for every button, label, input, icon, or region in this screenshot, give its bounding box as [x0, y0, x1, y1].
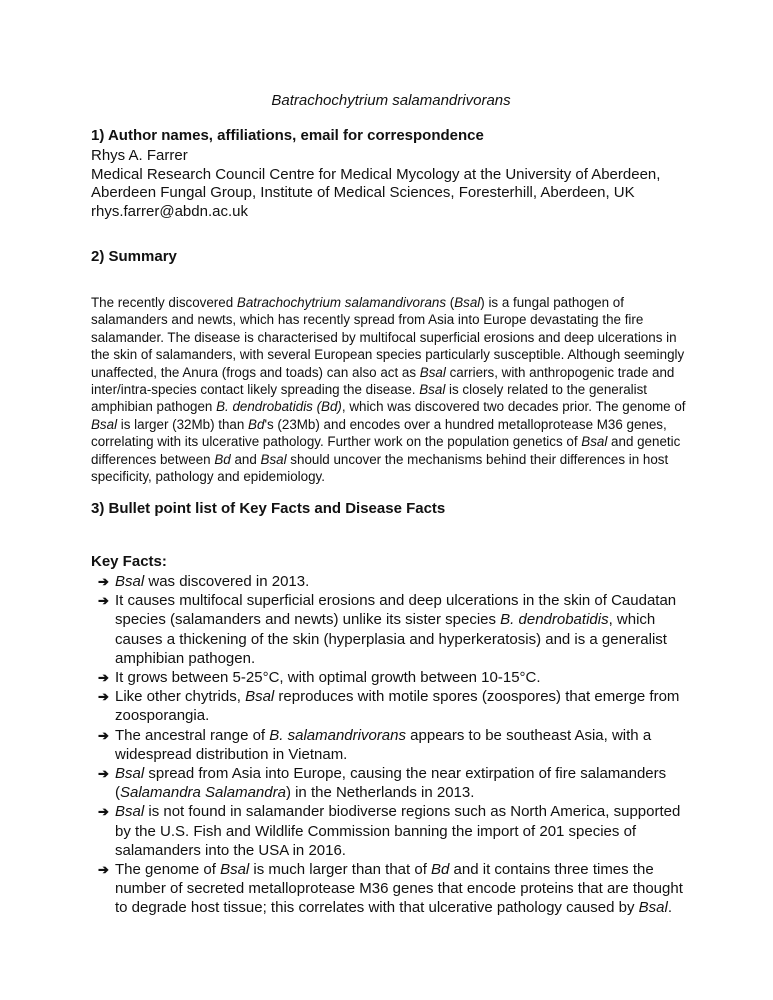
key-facts-label: Key Facts: — [91, 553, 167, 570]
author-affiliation-line2: Aberdeen Fungal Group, Institute of Medical Sciences, Foresterhill, Aberdeen, UK — [91, 184, 635, 202]
section-heading-author: 1) Author names, affiliations, email for correspondence — [91, 127, 484, 144]
arrow-bullet-icon: ➔ — [98, 862, 109, 878]
author-email: rhys.farrer@abdn.ac.uk — [91, 202, 248, 220]
document-title: Batrachochytrium salamandrivorans — [271, 92, 511, 109]
list-item: ➔ Like other chytrids, Bsal reproduces with motile spores (zoospores) that emerge from zoosporangia. — [98, 688, 680, 725]
arrow-bullet-icon: ➔ — [98, 804, 109, 820]
key-facts-list — [91, 572, 691, 918]
arrow-bullet-icon: ➔ — [98, 593, 109, 609]
author-name: Rhys A. Farrer — [91, 147, 188, 164]
list-item: ➔ Bsal is not found in salamander biodiverse regions such as North America, supported by the U.S. Fish and Wildlife Commission banning the import of 201 species of salamanders into the USA in 2016. — [98, 803, 681, 859]
author-affiliation-line1: Medical Research Council Centre for Medical Mycology at the University of Aberdeen, — [91, 165, 661, 183]
list-item: ➔ It grows between 5-25°C, with optimal growth between 10-15°C. — [98, 669, 541, 687]
section-heading-summary: 2) Summary — [91, 248, 177, 265]
list-item: ➔ The ancestral range of B. salamandrivorans appears to be southeast Asia, with a widespread distribution in Vietnam. — [98, 726, 652, 763]
author-block — [91, 147, 711, 221]
section-heading-facts: 3) Bullet point list of Key Facts and Disease Facts — [91, 500, 446, 517]
arrow-bullet-icon: ➔ — [98, 689, 109, 705]
arrow-bullet-icon: ➔ — [98, 766, 109, 782]
arrow-bullet-icon: ➔ — [98, 574, 109, 589]
arrow-bullet-icon: ➔ — [98, 670, 109, 686]
list-item: ➔ The genome of Bsal is much larger than that of Bd and it contains three times the number of secreted metalloprotease M36 genes that encode proteins that are thought to degrade host tissue; this correlates with that ulcerative pathology caused by Bsal. — [98, 861, 683, 917]
list-item: ➔ Bsal was discovered in 2013. — [98, 573, 310, 590]
summary-paragraph: The recently discovered Batrachochytrium salamandivorans (Bsal) is a fungal pathogen of salamanders and newts, which has recently spread from Asia into Europe devastating the fire salamander. The disease is characterised by multifocal superficial erosions and deep ulcerations in the skin of salamanders, with several European species particularly susceptible. Although seemingly unaffected, the Anura (frogs and toads) can also act as Bsal carriers, with anthropogenic trade and inter/intra-species contact likely spreading the disease. Bsal is closely related to the generalist amphibian pathogen B. dendrobatidis (Bd), which was discovered two decades prior. The genome of Bsal is larger (32Mb) than Bd's (23Mb) and encodes over a hundred metalloprotease M36 genes, correlating with its ulcerative pathology. Further work on the population genetics of Bsal and genetic differences between Bd and Bsal should uncover the mechanisms behind their differences in host specificity, pathology and epidemiology. — [91, 295, 686, 485]
arrow-bullet-icon: ➔ — [98, 727, 109, 743]
list-item: ➔ Bsal spread from Asia into Europe, causing the near extirpation of fire salamanders (Salamandra Salamandra) in the Netherlands in 2013. — [98, 765, 667, 802]
list-item: ➔ It causes multifocal superficial erosions and deep ulcerations in the skin of Caudatan species (salamanders and newts) unlike its sister species B. dendrobatidis, which causes a thickening of the skin (hyperplasia and hyperkeratosis) and is a generalist amphibian pathogen. — [98, 592, 677, 667]
